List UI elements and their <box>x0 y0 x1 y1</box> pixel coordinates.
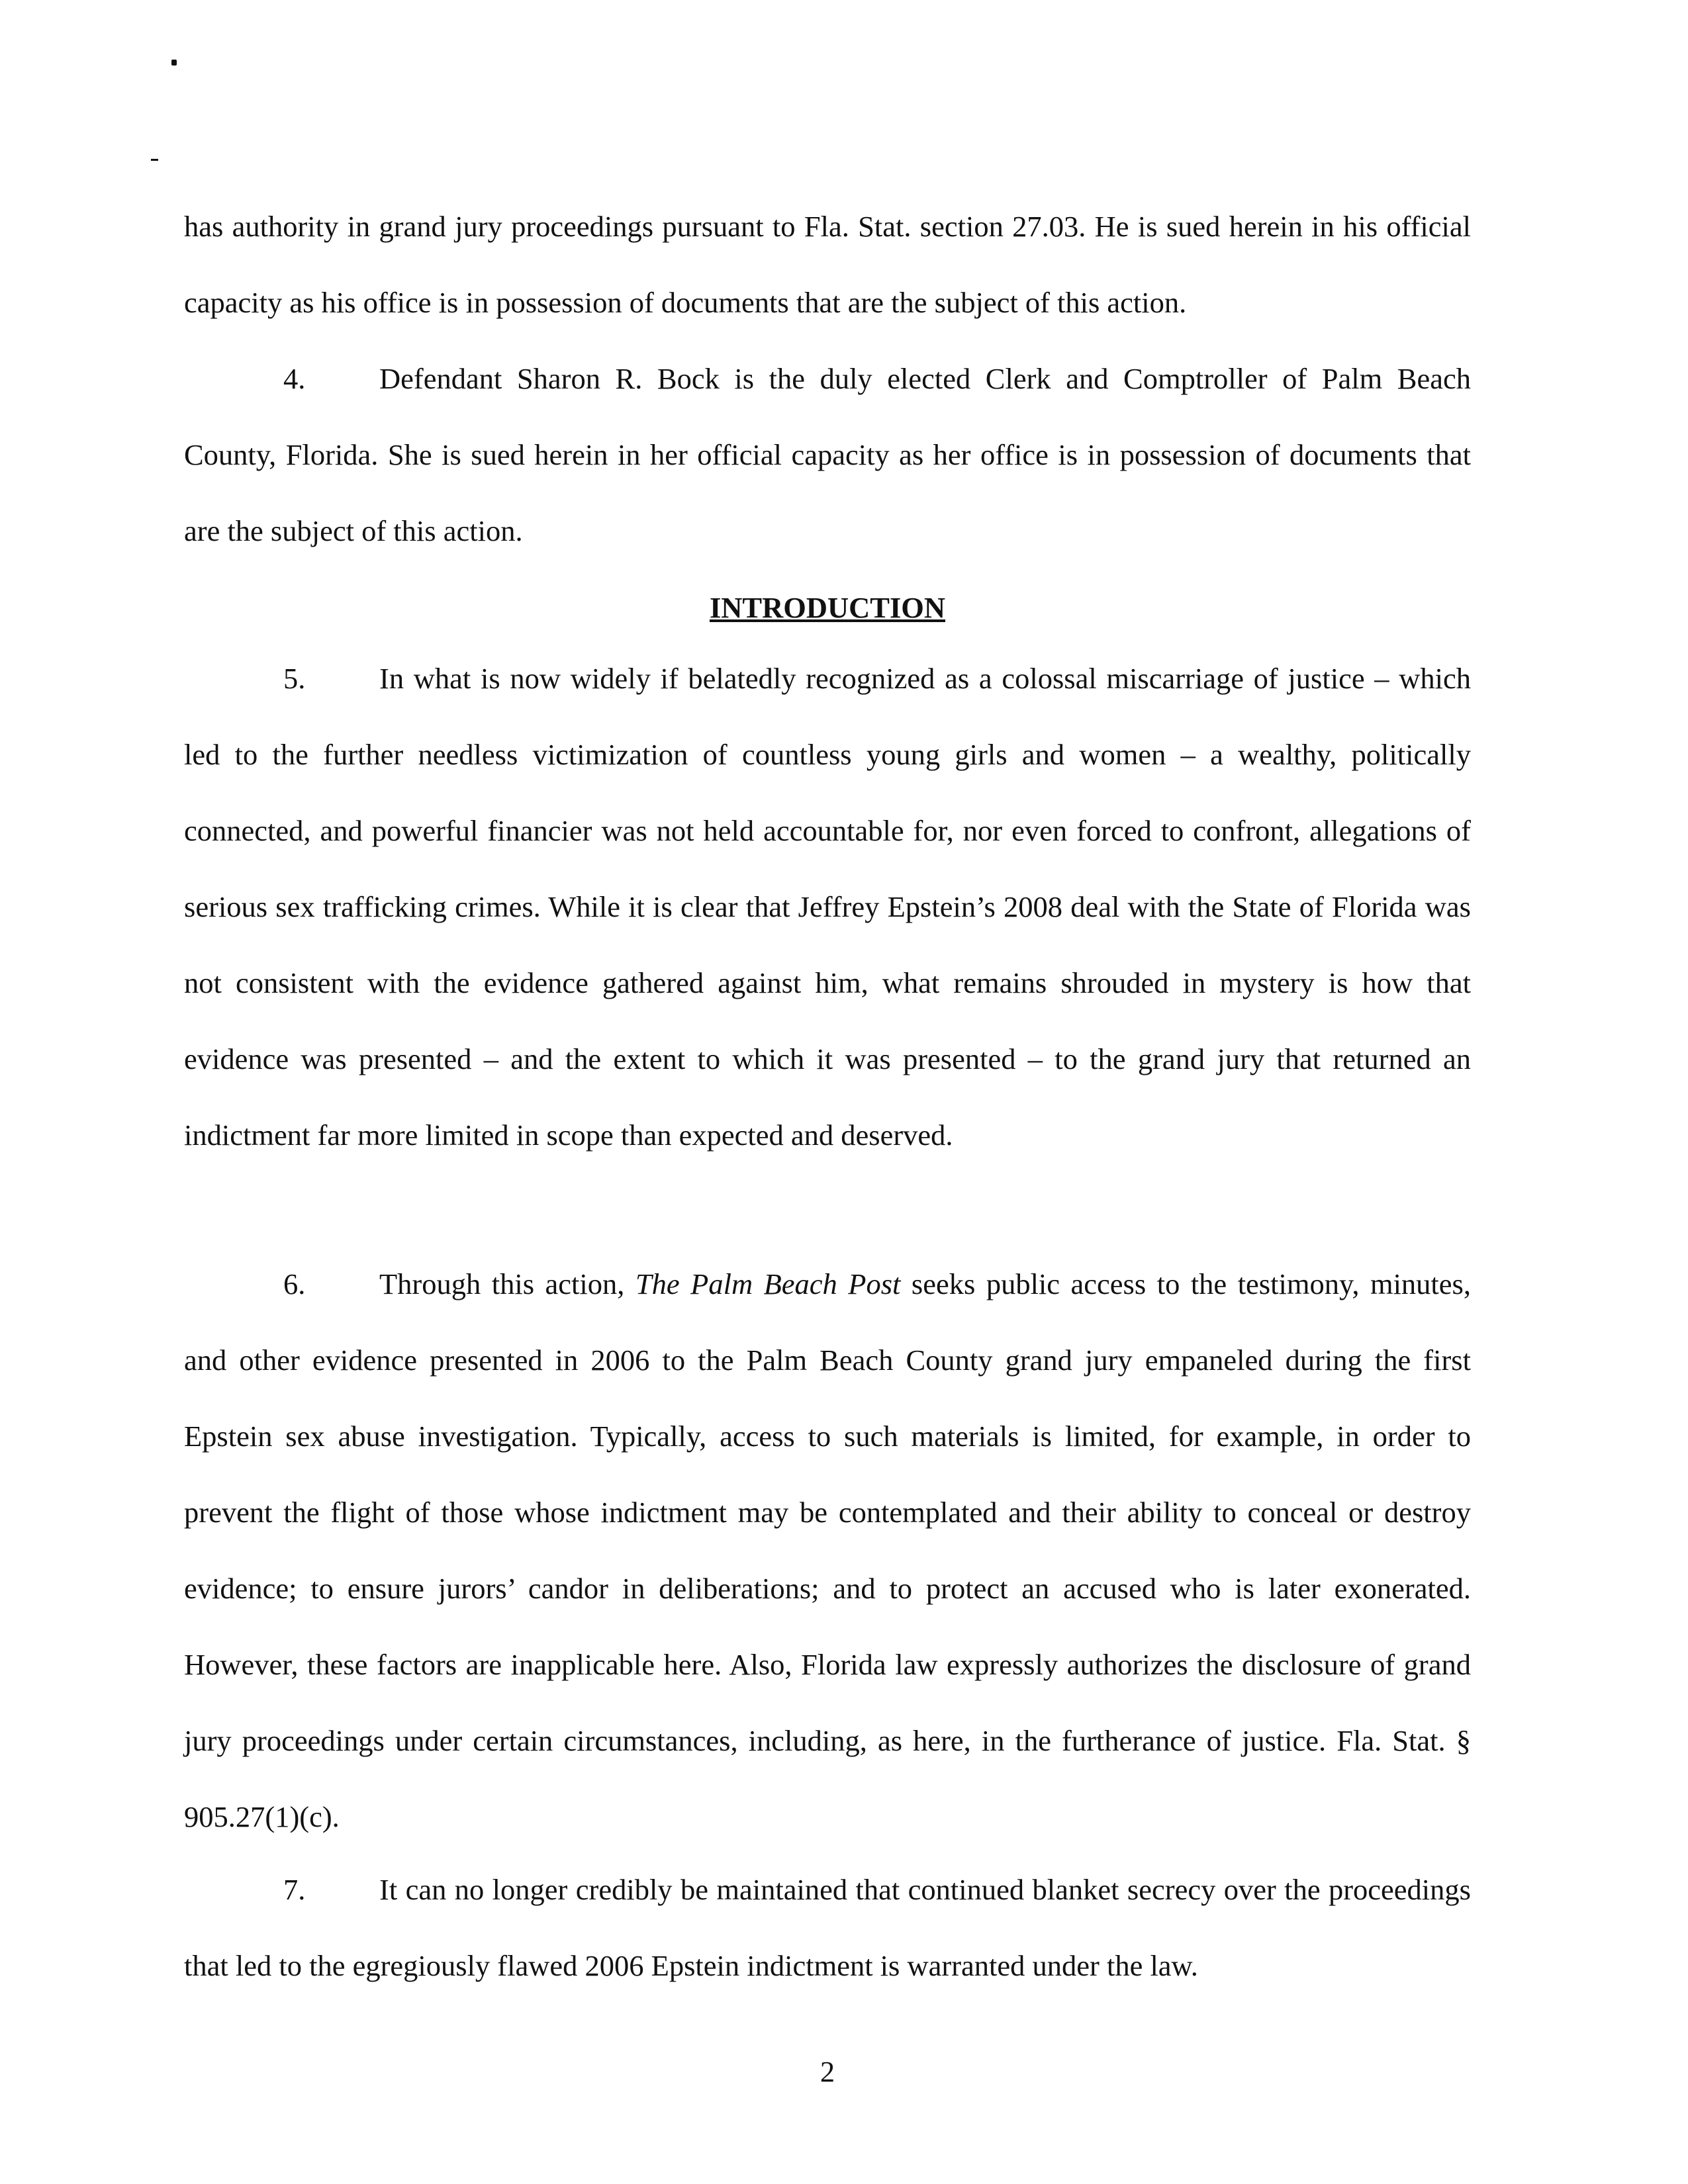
paragraph-5 <box>184 641 1471 1173</box>
paragraph-continuation <box>184 189 1471 341</box>
page-number: 2 <box>820 2055 835 2088</box>
paragraph-6 <box>184 1246 1471 1855</box>
paragraph-text-after: seeks public access to the testimony, minutes, and other evidence presented in 2006 to the Palm Beach County grand jury empaneled during the first Epstein sex abuse investigation. Typically, access to such materials is limited, for example, in order to prevent the flight of those whose indictment may be contemplated and their ability to conceal or destroy evidence; to ensure jurors’ candor in deliberations; and to protect an accused who is later exonerated. However, these factors are inapplicable here. Also, Florida law expressly authorizes the disclosure of grand jury proceedings under certain circumstances, including, as here, in the furtherance of justice. Fla. Stat. § 905.27(1)(c). <box>184 1267 1471 1833</box>
paragraph-text: It can no longer credibly be maintained that continued blanket secrecy over the proceedings that led to the egregiously flawed 2006 Epstein indictment is warranted under the law. <box>184 1873 1471 1982</box>
paragraph-4 <box>184 341 1471 569</box>
paragraph-7 <box>184 1852 1471 2004</box>
paragraph-text-before: Through this action, <box>379 1267 635 1300</box>
paragraph-text: In what is now widely if belatedly recognized as a colossal miscarriage of justice – which led to the further needless victimization of countless young girls and women – a wealthy, politically connected, and powerful financier was not held accountable for, nor even forced to confront, allegations of serious sex trafficking crimes. While it is clear that Jeffrey Epstein’s 2008 deal with the State of Florida was not consistent with the evidence gathered against him, what remains shrouded in mystery is how that evidence was presented – and the extent to which it was presented – to the grand jury that returned an indictment far more limited in scope than expected and deserved. <box>184 662 1471 1152</box>
paragraph-number: 5. <box>283 662 306 695</box>
paragraph-number: 7. <box>283 1873 306 1906</box>
publication-title: The Palm Beach Post <box>635 1267 901 1300</box>
section-heading: INTRODUCTION <box>709 591 946 624</box>
scan-dash <box>151 159 158 161</box>
paragraph-text: has authority in grand jury proceedings pursuant to Fla. Stat. section 27.03. He is sued herein in his official capacity as his office is in possession of documents that are the subject of this action. <box>184 210 1471 319</box>
paragraph-text: Defendant Sharon R. Bock is the duly elected Clerk and Comptroller of Palm Beach County, Florida. She is sued herein in her official capacity as her office is in possession of documents that are the subject of this action. <box>184 362 1471 547</box>
scan-speck <box>171 60 177 66</box>
paragraph-number: 4. <box>283 362 306 395</box>
paragraph-number: 6. <box>283 1267 306 1300</box>
